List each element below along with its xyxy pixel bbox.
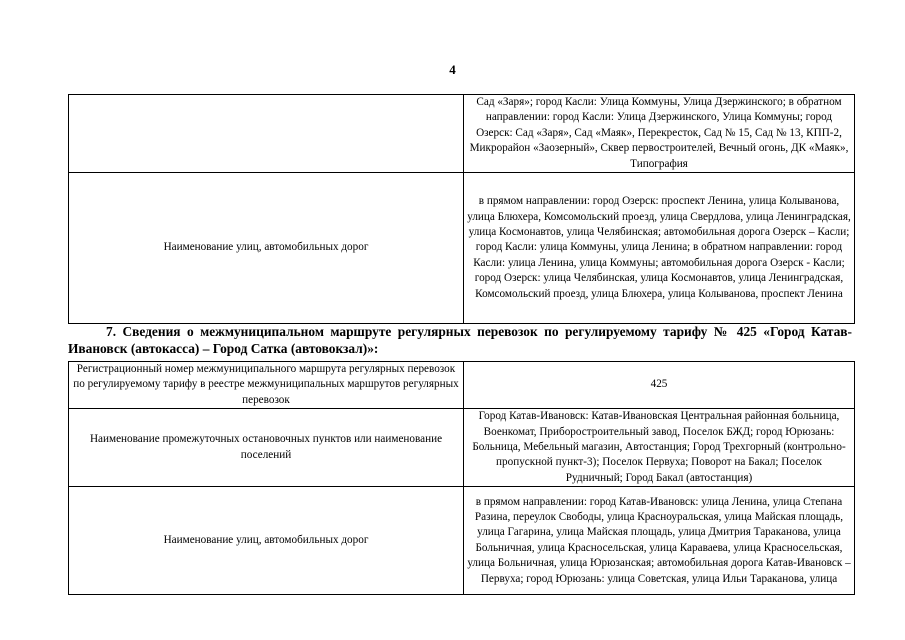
route-425-table xyxy=(68,361,855,595)
row-label: Наименование промежуточных остановочных пунктов или наименование поселений xyxy=(69,409,464,487)
row-value: 425 xyxy=(464,362,855,409)
section-7-heading: 7. Сведения о межмуниципальном маршруте регулярных перевозок по регулируемому тарифу № 425 «Город Катав-Ивановск (автокасса) – Город Сатка (автовокзал)»: xyxy=(68,324,852,356)
row-value: в прямом направлении: город Озерск: проспект Ленина, улица Колыванова, улица Блюхера, Комсомольский проезд, улица Свердлова, улица Ленинградская, улица Космонавтов, улица Челябинская; автомобильная дорога Озерск – Касли; город Касли: улица Коммуны, улица Ленина; в обратном направлении: город Касли: улица Ленина, улица Коммуны; автомобильная дорога Озерск - Касли; город Озерск: улица Челябинская, улица Космонавтов, улица Ленинградская, Комсомольский проезд, улица Блюхера, улица Колыванова, проспект Ленина xyxy=(464,173,855,324)
row-value: Город Катав-Ивановск: Катав-Ивановская Центральная районная больница, Военкомат, Приборостроительный завод, Поселок БЖД; город Юрюзань: Больница, Мебельный магазин, Автостанция; Город Трехгорный (контрольно-пропускной пункт-3); Поселок Первуха; Поворот на Бакал; Поселок Рудничный; Город Бакал (автостанция) xyxy=(464,409,855,487)
table-row xyxy=(69,362,855,409)
row-label: Наименование улиц, автомобильных дорог xyxy=(69,487,464,595)
table-row xyxy=(69,409,855,487)
table-row xyxy=(69,95,855,173)
row-value: Сад «Заря»; город Касли: Улица Коммуны, Улица Дзержинского; в обратном направлении: город Касли: Улица Дзержинского, Улица Коммуны; город Озерск: Сад «Заря», Сад «Маяк», Перекресток, Сад № 15, Сад № 13, КПП-2, Микрорайон «Заозерный», Сквер первостроителей, Вечный огонь, ДК «Маяк», Типография xyxy=(464,95,855,173)
route-table-continued xyxy=(68,94,855,324)
table-row xyxy=(69,173,855,324)
row-label: Наименование улиц, автомобильных дорог xyxy=(69,173,464,324)
row-value: в прямом направлении: город Катав-Ивановск: улица Ленина, улица Степана Разина, переулок Свободы, улица Красноуральская, улица Майская площадь, улица Гагарина, улица Майская площадь, улица Дмитрия Тараканова, улица Больничная, улица Красносельская, улица Караваева, улица Красносельская, улица Больничная, улица Юрюзанская; автомобильная дорога Катав-Ивановск – Первуха; город Юрюзань: улица Советская, улица Ильи Тараканова, улица xyxy=(464,487,855,595)
table-row xyxy=(69,487,855,595)
page-number: 4 xyxy=(449,62,456,77)
row-label: Регистрационный номер межмуниципального маршрута регулярных перевозок по регулируемому тарифу в реестре межмуниципальных маршрутов регулярных перевозок xyxy=(69,362,464,409)
row-label xyxy=(69,95,464,173)
